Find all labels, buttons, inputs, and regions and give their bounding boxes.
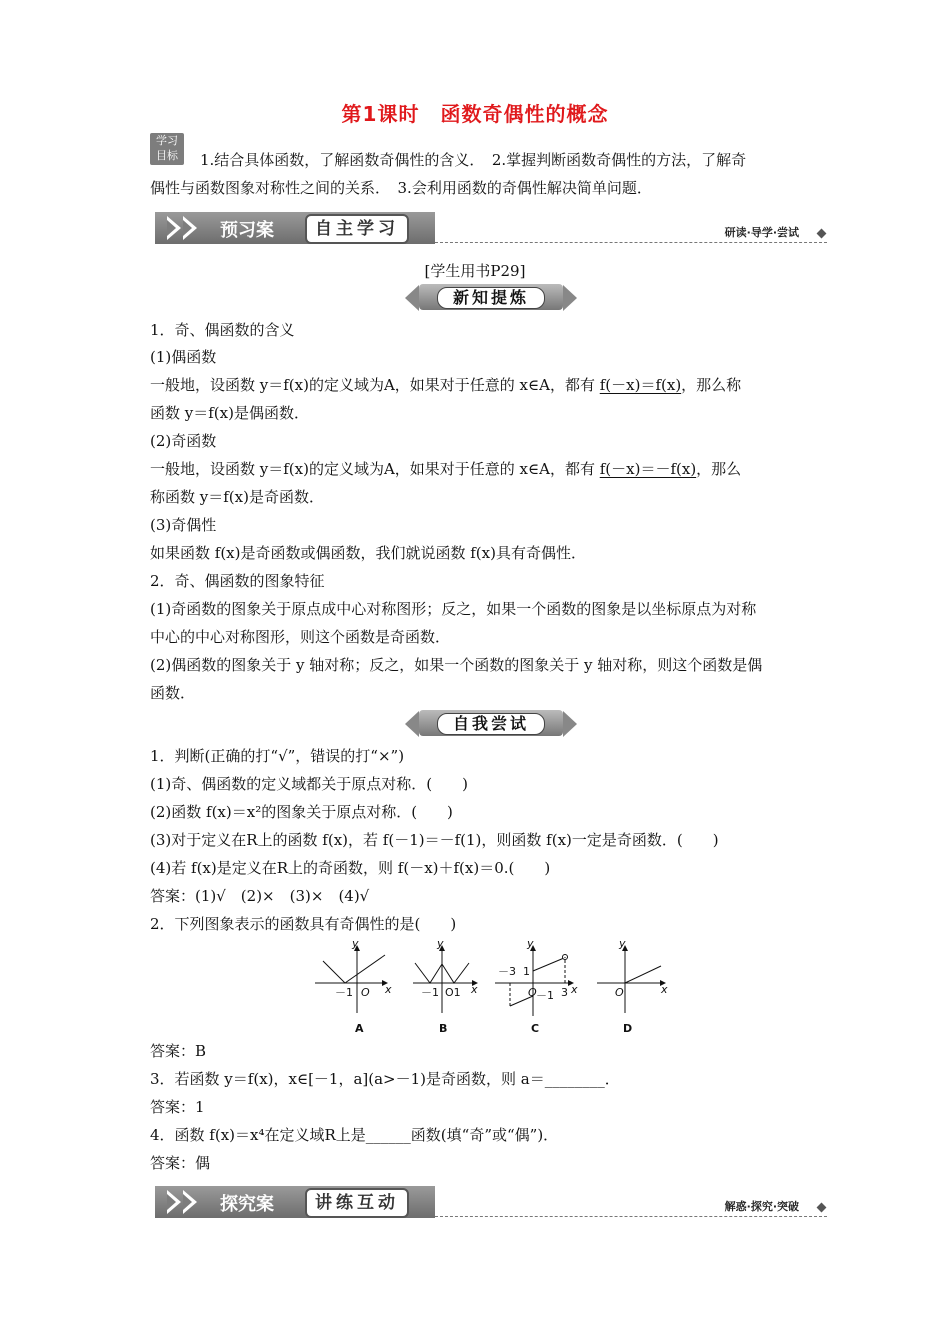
divider [435, 242, 827, 243]
q1-item-1: (1)奇、偶函数的定义域都关于原点对称．( ) [150, 775, 468, 793]
odd-heading: (2)奇函数 [150, 432, 217, 450]
banner-explore [155, 1186, 827, 1220]
odd-definition [150, 455, 741, 483]
q1-item-4: (4)若 f(x)是定义在R上的奇函数，则 f(－x)＋f(x)＝0.( ) [150, 859, 551, 877]
even-condition: f(－x)＝f(x) [599, 376, 682, 394]
sec2-p1b: 中心的中心对称图形，则这个函数是奇函数． [150, 628, 451, 646]
banner-right-text: 研读·导学·尝试 [724, 226, 799, 239]
arrow-right-icon [563, 285, 577, 311]
q1-item-3: (3)对于定义在R上的函数 f(x)，若 f(－1)＝－f(1)，则函数 f(x)一定是奇函数．( ) [150, 831, 719, 849]
pill-label: 新知提炼 [437, 287, 545, 309]
badge-line-2: 目标 [156, 149, 178, 162]
origin-label: O [615, 986, 624, 999]
pill-label: 自我尝试 [437, 713, 545, 735]
q1-answer: 答案：(1)√ (2)× (3)× (4)√ [150, 887, 370, 905]
even-definition [150, 371, 741, 399]
axis-x-label: x [385, 983, 392, 996]
axis-y-label: y [619, 938, 626, 950]
odd-conclusion: 称函数 y＝f(x)是奇函数． [150, 488, 324, 506]
tick-label: －1 [335, 986, 353, 999]
odd-text: 一般地，设函数 y＝f(x)的定义域为A，如果对于任意的 x∈A，都有 [150, 460, 600, 478]
arrow-left-icon [405, 711, 419, 737]
badge-line-1: 学习 [156, 134, 178, 147]
page-title: 第1课时 函数奇偶性的概念 [341, 102, 609, 126]
parity-text: 如果函数 f(x)是奇函数或偶函数，我们就说函数 f(x)具有奇偶性． [150, 544, 586, 562]
tick-label: O1 [445, 986, 461, 999]
axis-x-label: x [571, 983, 578, 996]
q2-answer: 答案：B [150, 1042, 207, 1060]
parity-heading: (3)奇偶性 [150, 516, 217, 534]
odd-text-end: ，那么 [696, 460, 742, 478]
chevron-icon [183, 1194, 192, 1210]
q3-stem: 3．若函数 y＝f(x)，x∈[－1，a](a>－1)是奇函数，则 a＝________． [150, 1070, 620, 1088]
sec2-heading: 2．奇、偶函数的图象特征 [150, 572, 325, 590]
q1-item-2: (2)函数 f(x)＝x²的图象关于原点对称．( ) [150, 803, 453, 821]
even-conclusion: 函数 y＝f(x)是偶函数． [150, 404, 309, 422]
banner-preview [155, 212, 827, 246]
diamond-icon [817, 229, 827, 239]
chevron-icon [167, 1194, 176, 1210]
arrow-left-icon [405, 285, 419, 311]
axis-y-label: y [352, 938, 359, 950]
graph-label-d: D [623, 1022, 633, 1035]
graph-c [495, 946, 573, 1016]
divider [435, 1216, 827, 1217]
tick-label: 1 [523, 965, 530, 978]
diamond-icon [817, 1203, 827, 1213]
graph-b [413, 946, 477, 1013]
q2-graphs [305, 938, 685, 1038]
sec1-heading: 1．奇、偶函数的含义 [150, 321, 295, 339]
q1-stem: 1．判断(正确的打“√”，错误的打“×”) [150, 747, 405, 765]
origin-label: O [528, 986, 537, 999]
graph-a [315, 946, 387, 1013]
axis-x-label: x [471, 983, 478, 996]
axis-x-label: x [661, 983, 668, 996]
axis-y-label: y [527, 938, 534, 950]
odd-condition: f(－x)＝－f(x) [599, 460, 697, 478]
q4-stem: 4．函数 f(x)＝x⁴在定义域R上是______函数(填“奇”或“偶”)． [150, 1126, 559, 1144]
tick-label: －1 [536, 989, 554, 1002]
banner-right-text: 解惑·探究·突破 [724, 1200, 799, 1213]
sec2-p1a: (1)奇函数的图象关于原点成中心对称图形；反之，如果一个函数的图象是以坐标原点为对称 [150, 600, 757, 618]
even-text: 一般地，设函数 y＝f(x)的定义域为A，如果对于任意的 x∈A，都有 [150, 376, 600, 394]
banner-tag: 自主学习 [305, 214, 409, 244]
section-pill-self-try [405, 710, 577, 738]
arrow-right-icon [563, 711, 577, 737]
q4-answer: 答案：偶 [150, 1154, 211, 1172]
even-text-end: ，那么称 [681, 376, 742, 394]
banner-label: 预习案 [220, 220, 274, 241]
graph-label-c: C [531, 1022, 540, 1035]
q3-answer: 答案：1 [150, 1098, 205, 1116]
origin-label: O [361, 986, 370, 999]
section-pill-new-knowledge [405, 284, 577, 312]
q2-stem: 2．下列图象表示的函数具有奇偶性的是( ) [150, 915, 457, 933]
objective-line-1: 1.结合具体函数，了解函数奇偶性的含义． 2.掌握判断函数奇偶性的方法，了解奇 [200, 151, 747, 169]
chevron-icon [183, 220, 192, 236]
graph-d [597, 946, 665, 1013]
tick-label: －1 [421, 986, 439, 999]
graph-label-a: A [355, 1022, 364, 1035]
book-ref: [学生用书P29] [424, 262, 526, 280]
axis-y-label: y [437, 938, 444, 950]
banner-label: 探究案 [220, 1194, 274, 1215]
sec2-p2b: 函数． [150, 684, 196, 702]
even-heading: (1)偶函数 [150, 348, 217, 366]
banner-tag: 讲练互动 [305, 1188, 409, 1218]
graph-label-b: B [439, 1022, 448, 1035]
tick-label: 3 [561, 986, 568, 999]
sec2-p2a: (2)偶函数的图象关于 y 轴对称；反之，如果一个函数的图象关于 y 轴对称，则这个函数是偶 [150, 656, 763, 674]
chevron-icon [167, 220, 176, 236]
objectives-badge [150, 133, 184, 165]
tick-label: －3 [498, 965, 516, 978]
objective-line-2: 偶性与函数图象对称性之间的关系． 3.会利用函数的奇偶性解决简单问题． [150, 179, 652, 197]
